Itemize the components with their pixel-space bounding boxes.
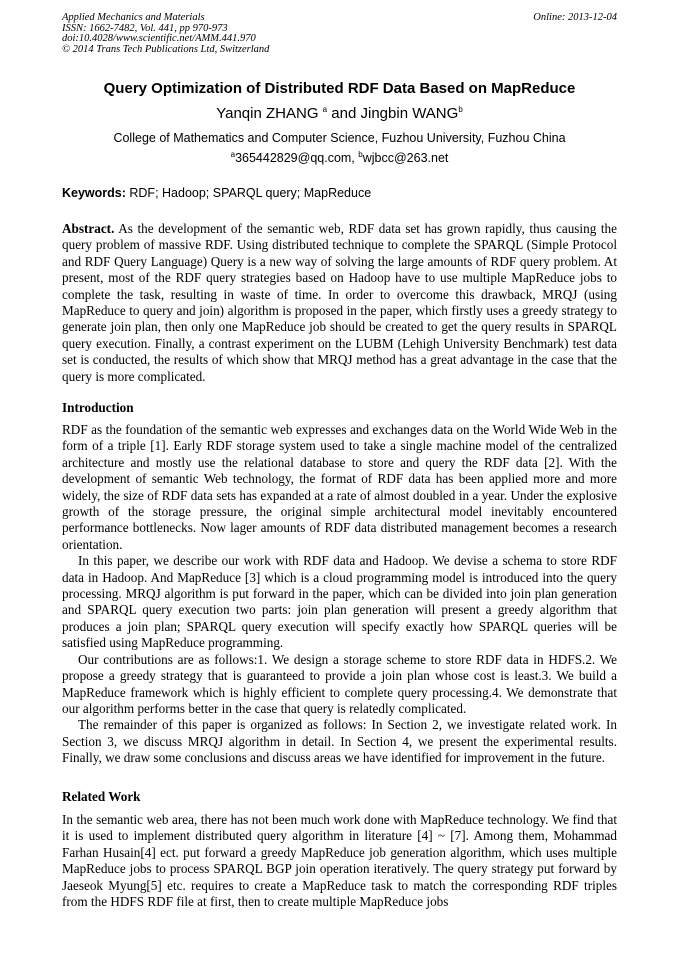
paper-title: Query Optimization of Distributed RDF Data Based on MapReduce <box>103 80 576 97</box>
abstract <box>62 221 617 385</box>
email-line <box>62 151 617 165</box>
email-b: wjbcc@263.net <box>362 151 449 165</box>
keywords <box>62 186 617 200</box>
author-line <box>62 105 617 122</box>
affiliation: College of Mathematics and Computer Science, Fuzhou University, Fuzhou China <box>113 131 566 145</box>
journal-header <box>62 13 617 55</box>
related-work-body <box>62 812 617 910</box>
abstract-label: Abstract. <box>62 221 115 236</box>
author-connector: and <box>327 105 361 122</box>
related-paragraph-1: In the semantic web area, there has not been much work done with MapReduce technology. We find that it is used to implement distributed query algorithm in literature [4] ~ [7]. Among them, Mohammad Farhan Husain[4] ect. put forward a greedy MapReduce job generation algorithm, which uses multiple MapReduce jobs to process SPARQL BGP join operation iteratively. The query strategy put forward by Jaeseok Myung[5] etc. requires to create a MapReduce task to match the corresponding RDF triples from the HDFS RDF file at first, then to create multiple MapReduce jobs <box>62 812 617 910</box>
email-a: 365442829@qq.com, <box>235 151 359 165</box>
journal-name: Applied Mechanics and Materials <box>62 12 205 23</box>
email-b-sup: b <box>358 149 363 159</box>
intro-paragraph-1: RDF as the foundation of the semantic web expresses and exchanges data on the World Wide Web in the form of a triple [1]. Early RDF storage system used to take a single machine model of the centralized architecture and mostly use the relational database to store and query the RDF data [2]. With the development of semantic Web technology, the format of RDF data has been applied more and more widely, the size of RDF data sets has expanded at a rate of almost doubled in a year. Under the explosive growth of the storage pressure, the original simple architectural model inevitably encountered performance bottlenecks. Now lager amounts of RDF data distributed management becomes a research orientation. <box>62 422 617 552</box>
copyright-line: © 2014 Trans Tech Publications Ltd, Switzerland <box>62 43 270 55</box>
keywords-label: Keywords: <box>62 186 126 200</box>
author-2: Jingbin WANG <box>360 105 459 122</box>
intro-paragraph-2: In this paper, we describe our work with RDF data and Hadoop. We devise a schema to store RDF data in Hadoop. And MapReduce [3] which is a cloud programming model is introduced into the query processing. MRQJ algorithm is put forward in the paper, which can be divided into join plan generation and SPARQL query execution two parts: join plan generation will present a greedy algorithm that produces a join plan; SPARQL query execution will specify exactly how SPARQL queries will be satisfied using MapReduce programming. <box>62 553 617 651</box>
introduction-body <box>62 422 617 767</box>
author-2-sup: b <box>458 105 463 114</box>
intro-paragraph-3: Our contributions are as follows:1. We design a storage scheme to store RDF data in HDFS.2. We propose a greedy strategy that is guaranteed to provide a join plan whose cost is least.3. We build a MapReduce framework which is highly efficient to complete query processing.4. We demonstrate that our algorithm performs better in the case that query is relatedly complicated. <box>62 651 617 716</box>
author-1: Yanqin ZHANG <box>216 105 319 122</box>
introduction-heading: Introduction <box>62 400 134 415</box>
doi-line: doi:10.4028/www.scientific.net/AMM.441.970 <box>62 33 256 44</box>
abstract-text: As the development of the semantic web, RDF data set has grown rapidly, thus causing the query problem of massive RDF. Using distributed technique to complete the SPARQL (Simple Protocol and RDF Query Language) Query is a new way of solving the large amounts of RDF query problem. At present, most of the RDF query strategies based on Hadoop have to use multiple MapReduce jobs to complete the task, resulting in waste of time. In order to overcome this drawback, MRQJ (using MapReduce to query and join) algorithm is proposed in the paper, which firstly uses a greedy strategy to generate join plan, then only one MapReduce job should be created to get the query results in SPARQL query execution. Finally, a contrast experiment on the LUBM (Lehigh University Benchmark) test data set is conducted, the results of which show that MRQJ method has a great advantage in the case that the query is more complicated. <box>62 221 617 384</box>
issn-line: ISSN: 1662-7482, Vol. 441, pp 970-973 <box>62 22 228 34</box>
related-work-heading: Related Work <box>62 789 141 804</box>
author-1-sup: a <box>322 105 328 114</box>
keywords-text: RDF; Hadoop; SPARQL query; MapReduce <box>125 186 372 200</box>
online-date: Online: 2013-12-04 <box>533 12 617 23</box>
email-a-sup: a <box>230 149 236 159</box>
intro-paragraph-4: The remainder of this paper is organized as follows: In Section 2, we investigate related work. In Section 3, we discuss MRQJ algorithm in detail. In Section 4, we present the experimental results. Finally, we draw some conclusions and discuss areas we have identified for improvement in the future. <box>62 717 617 766</box>
